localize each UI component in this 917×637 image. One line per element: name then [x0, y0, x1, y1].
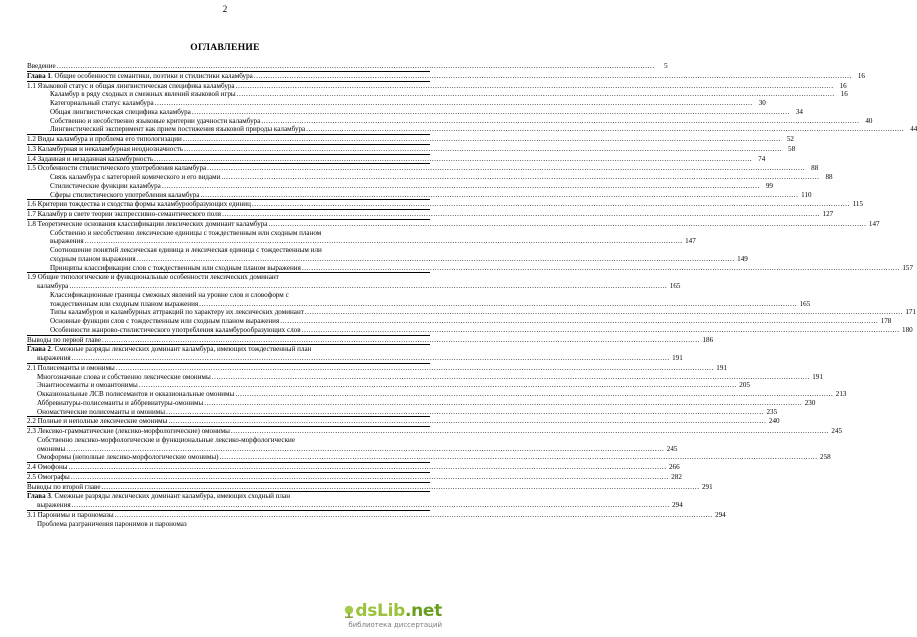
toc-entry-title: Категориальный статус каламбура [50, 99, 154, 107]
toc-page-number: 165 [799, 299, 811, 308]
toc-entry-text [27, 200, 251, 209]
toc-title: ОГЛАВЛЕНИЕ [190, 43, 260, 53]
toc-entry-title: 2.1 Полисеманты и омонимы [27, 363, 115, 372]
dot-leader [252, 200, 850, 209]
toc-entry [27, 62, 668, 72]
toc-entry-title: 1.3 Каламбурная и некаламбурная неоднозначность [27, 144, 184, 153]
toc-entry-text [37, 520, 187, 529]
toc-page-number: 213 [835, 390, 847, 398]
toc-page-number: 88 [825, 173, 833, 181]
chapter-label-dot: . [50, 492, 53, 501]
toc-entry [27, 390, 847, 399]
toc-page-number: 115 [852, 200, 864, 209]
toc-entry [27, 154, 766, 165]
toc-entry-text [37, 390, 234, 399]
toc-page-number: 258 [820, 453, 831, 462]
dot-leader [212, 373, 810, 382]
toc-entry-title: 3.1 Паронимы и парономазы [27, 510, 114, 519]
toc-entry-title: Классификационные границы смежных явлений на уровне слов и словоформ с [50, 290, 289, 299]
toc-entry [27, 325, 913, 336]
toc-page-number: 282 [671, 472, 682, 481]
toc-entry-text [27, 483, 101, 492]
toc-entry [27, 427, 843, 436]
toc-entry-text [27, 336, 101, 345]
toc-entry-title: 1.8 Теоретические основания классификации лексических доминант каламбура [27, 219, 268, 228]
dot-leader [69, 463, 667, 472]
dot-leader [57, 62, 655, 71]
toc-entry [27, 290, 811, 309]
chapter-label: Глава 1 [27, 71, 51, 80]
toc-entry [27, 125, 917, 135]
toc-entry-text [37, 399, 203, 408]
toc-entry-title: 2.4 Омофоны [27, 463, 68, 471]
toc-entry-continuation: омонимы [37, 444, 66, 453]
toc-entry [27, 335, 714, 346]
toc-page-number: 99 [765, 181, 773, 190]
toc-entry-text [50, 108, 191, 117]
toc-entry [27, 510, 726, 520]
toc-page-number: 294 [715, 510, 726, 519]
toc-entry-text [50, 229, 321, 238]
toc-entry [27, 398, 816, 408]
toc-page-number: 58 [788, 144, 796, 153]
toc-entry [27, 200, 864, 210]
toc-entry-title: Собственно и несобственно языковые критерии удачности каламбура [50, 116, 261, 125]
dot-leader [220, 453, 818, 462]
toc-entry-text [27, 364, 115, 373]
toc-entry [27, 135, 794, 145]
book-tree-icon [342, 605, 356, 619]
toc-entry-text [37, 373, 211, 382]
toc-entry [27, 520, 430, 529]
toc-entry-title: Введение [27, 62, 56, 70]
toc-entry-title: 2.3 Лексико-грамматические (лексико-морфологические) омонимы [27, 427, 230, 435]
dot-leader [200, 191, 798, 200]
toc-entry-text [50, 291, 289, 300]
toc-entry [27, 107, 803, 117]
toc-page-number: 191 [812, 372, 823, 381]
toc-page-number: 147 [868, 219, 880, 228]
toc-entry-text [27, 62, 56, 71]
toc-entry-text [50, 182, 161, 191]
toc-entry [27, 363, 727, 373]
dot-leader [69, 282, 667, 291]
toc-page-number: 30 [758, 99, 766, 107]
dot-leader [85, 237, 683, 246]
toc-entry [27, 90, 848, 99]
watermark-logo-tld: .net [404, 601, 442, 621]
dot-leader [207, 164, 805, 173]
dot-leader [268, 220, 866, 229]
toc-entry [27, 173, 833, 182]
chapter-label: Глава 2 [27, 345, 51, 354]
toc-page-number: 171 [905, 308, 916, 317]
toc-entry-title: Лингвистический эксперимент как прием постижения языковой природы каламбура [50, 125, 306, 134]
toc-entry-title: 1.6 Критерии тождества и сходства формы каламбурообразующих единиц [27, 200, 251, 209]
dot-leader [115, 511, 713, 520]
dot-leader [72, 354, 670, 363]
toc-entry-text [50, 191, 199, 200]
toc-entry-text [27, 345, 311, 354]
toc-page-number: 16 [840, 90, 848, 99]
toc-page-number: 147 [685, 237, 696, 246]
toc-page-number: 245 [831, 427, 843, 435]
toc-entry-title: Энантиосеманты и омоантонимы [37, 381, 138, 390]
dot-leader [116, 364, 714, 373]
toc-entry [27, 417, 780, 427]
dot-leader [222, 210, 820, 219]
dot-leader [237, 90, 835, 99]
toc-page-number: 40 [865, 116, 873, 125]
toc-entry-title: Ономастические полисеманты и омонимы [37, 407, 166, 416]
toc-entry-text [37, 436, 295, 445]
dot-leader [155, 99, 753, 108]
toc-entry [27, 181, 773, 191]
dot-leader [235, 390, 833, 399]
toc-entry-title: Многозначные слова и собственно лексические омонимы [37, 372, 211, 381]
toc-entry-title: 1.7 Каламбур в свете теории экспрессивно-семантического поля [27, 210, 222, 218]
toc-entry-title: Смежные разряды лексических доминант каламбура, имеющих сходный план [52, 492, 290, 501]
dot-leader [72, 501, 670, 510]
toc-page-number: 149 [737, 254, 748, 263]
dot-leader [305, 308, 903, 317]
dot-leader [302, 264, 900, 273]
dot-leader [166, 408, 764, 417]
toc-entry-title: Выводы по первой главе [27, 335, 102, 344]
toc-entry-text [27, 210, 221, 219]
toc-entry-text [37, 381, 138, 390]
dot-leader [302, 326, 900, 335]
toc-entry-text [27, 273, 279, 282]
toc-page-number: 291 [701, 482, 713, 491]
toc-entry [27, 492, 683, 511]
dot-leader [221, 173, 819, 182]
chapter-label-dot: . [50, 71, 53, 80]
watermark [338, 601, 442, 631]
toc-entry-title: Основные функции слов с тождественным или сходным планом выражения [50, 317, 280, 325]
toc-page-number: 245 [666, 444, 678, 453]
toc-page-number: 191 [716, 363, 727, 372]
dot-leader [280, 317, 878, 326]
toc-entry-continuation: выражения [37, 354, 71, 362]
toc-entry [27, 407, 778, 418]
toc-entry [27, 263, 913, 274]
dot-leader [192, 108, 790, 117]
toc-entry-text [50, 308, 304, 317]
toc-page-number: 180 [902, 325, 913, 334]
toc-entry-text [27, 82, 235, 91]
page-number: 2 [222, 4, 228, 14]
toc-entry-text [27, 473, 70, 482]
dot-leader [231, 427, 829, 436]
dot-leader [137, 255, 735, 264]
toc-entry [27, 453, 831, 463]
toc-entry [27, 372, 823, 382]
dot-leader [139, 381, 737, 390]
dot-leader [261, 117, 859, 126]
toc-entry-text [37, 408, 165, 417]
toc-entry-text [50, 246, 322, 255]
watermark-subtitle: библиотека диссертаций [348, 621, 442, 629]
dot-leader [184, 145, 782, 154]
toc-entry-text [27, 220, 267, 229]
toc-entry-title: Связь каламбура с категорией комического и его видами [50, 173, 221, 181]
toc-page-number: 235 [766, 407, 778, 416]
toc-page-number: 240 [768, 417, 780, 426]
dot-leader [102, 483, 700, 492]
toc-entry-title: 1.2 Виды каламбура и проблема его типологизации [27, 135, 182, 143]
toc-page-number: 16 [857, 71, 865, 80]
toc-entry [27, 144, 796, 155]
toc-entry-title: Аббревиатуры-полисеманты и аббревиатуры-омонимы [37, 398, 204, 407]
toc-entry-text [27, 427, 230, 436]
dot-leader [71, 473, 669, 482]
toc-entry [27, 317, 892, 326]
toc-entry-text [50, 317, 279, 326]
toc-entry [27, 435, 678, 454]
watermark-logo-name: dsLib [355, 601, 405, 621]
dot-leader [154, 155, 752, 164]
toc-entry-title: 1.5 Особенности стилистического употребления каламбура [27, 164, 207, 173]
toc-entry-title: Выводы по второй главе [27, 482, 101, 491]
toc-entry-title: 2.2 Полные и неполные лексические омонимы [27, 417, 168, 426]
dot-leader [66, 445, 664, 454]
table-of-contents [27, 62, 917, 528]
toc-entry-text [27, 164, 206, 173]
toc-page-number: 191 [672, 354, 683, 362]
toc-page-number: 165 [669, 282, 681, 290]
toc-entry [27, 210, 834, 220]
toc-entry [27, 228, 696, 247]
toc-entry [27, 116, 873, 126]
toc-entry-title: 1.4 Заданная и незаданная каламбурность [27, 154, 154, 163]
watermark-logo [355, 601, 442, 621]
toc-entry [27, 71, 865, 82]
toc-entry [27, 219, 880, 229]
toc-entry-title: Окказиональные ЛСВ полисемантов и окказиональные омонимы [37, 390, 235, 398]
toc-entry [27, 463, 680, 473]
toc-page-number: 88 [811, 164, 819, 173]
dot-leader [236, 82, 834, 91]
dot-leader [254, 72, 852, 81]
toc-entry-text [27, 145, 183, 154]
dot-leader [204, 399, 802, 408]
toc-entry-title: Стилистические функции каламбура [50, 181, 161, 190]
toc-entry-text [27, 417, 167, 426]
toc-entry-title: Смежные разряды лексических доминант каламбура, имеющих тождественный план [52, 345, 312, 354]
toc-entry-text [27, 492, 290, 501]
toc-page-number: 186 [702, 335, 714, 344]
chapter-label-dot: . [50, 345, 53, 354]
toc-entry-text [27, 72, 253, 81]
toc-entry-text [27, 511, 114, 520]
dot-leader [168, 417, 766, 426]
toc-entry-continuation: выражения [37, 501, 71, 509]
toc-entry-title: Собственно лексико-морфологические и функциональные лексико-морфологические [37, 435, 295, 444]
toc-entry-continuation: тождественным или сходным планом выражения [50, 299, 199, 308]
toc-page-number: 44 [910, 125, 917, 134]
toc-entry-continuation: каламбура [37, 282, 69, 290]
toc-entry-text [50, 173, 220, 182]
dot-leader [306, 125, 904, 134]
toc-entry-title: 1.9 Общие типологические и функциональные особенности лексических доминант [27, 273, 279, 282]
toc-entry-title: Каламбур в ряду сходных и смежных явлений языковой игры [50, 90, 236, 99]
toc-page-number: 157 [902, 263, 913, 272]
dot-leader [199, 300, 797, 309]
toc-entry [27, 190, 812, 201]
toc-entry-text [50, 326, 301, 335]
toc-entry [27, 99, 766, 108]
toc-entry-text [27, 135, 182, 144]
toc-page-number: 74 [758, 154, 766, 163]
toc-entry [27, 273, 681, 291]
toc-entry [27, 246, 748, 264]
toc-page-number: 178 [880, 317, 892, 325]
toc-entry-title: Особенности жанрово-стилистического употребления каламбурообразующих слов [50, 325, 301, 334]
toc-page-number: 34 [795, 107, 803, 116]
chapter-label: Глава 3 [27, 492, 51, 501]
toc-entry-text [37, 453, 219, 462]
toc-entry [27, 482, 713, 493]
toc-entry-title: Принципы классификации слов с тождественным или сходным планом выражения [50, 263, 301, 272]
dot-leader [162, 182, 760, 191]
toc-entry-text [50, 125, 305, 134]
toc-page-number: 127 [822, 210, 834, 218]
toc-entry-title: Сферы стилистического употребления каламбура [50, 190, 200, 199]
toc-entry-title: Омоформы (неполные лексико-морфологические омонимы) [37, 453, 219, 462]
toc-page-number: 294 [672, 501, 683, 509]
toc-entry-title: Общие особенности семантики, поэтики и стилистики каламбура [52, 71, 253, 80]
dot-leader [102, 336, 700, 345]
toc-entry-title: 2.5 Омографы [27, 472, 70, 481]
toc-entry-text [50, 264, 301, 273]
toc-page-number: 5 [664, 62, 668, 70]
toc-entry [27, 472, 682, 483]
toc-entry-text [50, 117, 260, 126]
toc-entry-title: Соотношение понятий лексическая единица и лексическая единица с тождественным или [50, 246, 322, 254]
toc-entry-title: Проблема разграничения паронимов и парономаз [37, 519, 187, 528]
toc-page-number: 110 [801, 190, 812, 199]
toc-entry-title: Общая лингвистическая специфика каламбура [50, 107, 191, 116]
toc-entry-text [50, 99, 154, 108]
toc-entry [27, 381, 750, 390]
toc-entry [27, 345, 683, 364]
toc-entry [27, 81, 847, 91]
toc-page-number: 16 [839, 81, 847, 90]
toc-entry-continuation: выражения [50, 237, 84, 246]
toc-entry-text [27, 463, 68, 472]
toc-entry [27, 164, 819, 173]
toc-entry-continuation: сходным планом выражения [50, 254, 136, 263]
toc-entry-title: Типы каламбуров и каламбурных аттракций по характеру их лексических доминант [50, 308, 304, 317]
toc-entry-text [50, 90, 236, 99]
toc-entry-text [27, 155, 153, 164]
toc-page-number: 52 [786, 135, 794, 143]
dot-leader [183, 135, 781, 144]
toc-page-number: 205 [739, 381, 750, 390]
toc-page-number: 266 [668, 463, 680, 471]
toc-entry-title: Собственно и несобственно лексические единицы с тождественным или сходным планом [50, 228, 322, 237]
toc-page-number: 230 [804, 398, 816, 407]
toc-entry [27, 308, 916, 317]
toc-entry-title: 1.1 Языковой статус и общая лингвистическая специфика каламбура [27, 81, 235, 90]
